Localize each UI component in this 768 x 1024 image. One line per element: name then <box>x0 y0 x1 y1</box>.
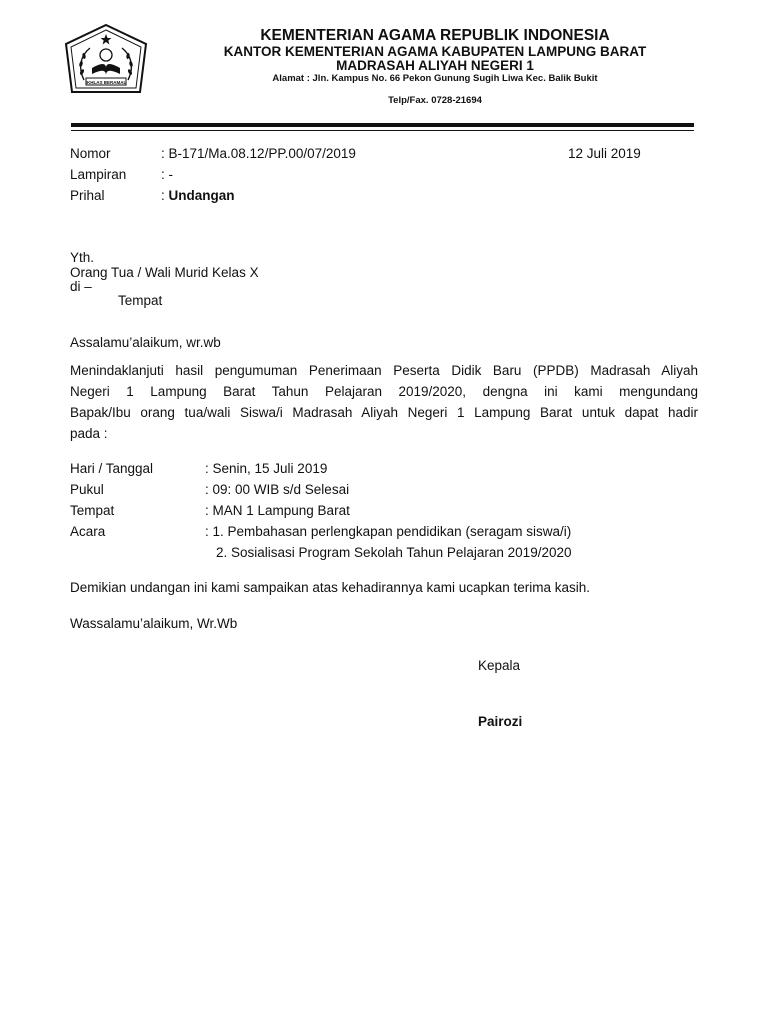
prihal-label: Prihal <box>70 188 105 203</box>
prihal-value: Undangan <box>168 188 235 203</box>
hari-label: Hari / Tanggal <box>70 461 154 476</box>
letterhead-address: Alamat : Jln. Kampus No. 66 Pekon Gunung Sugih Liwa Kec. Balik Bukit <box>272 73 598 84</box>
recipient-yth: Yth. <box>70 250 95 265</box>
tempat-value: : MAN 1 Lampung Barat <box>205 503 350 518</box>
tempat-label: Tempat <box>70 503 115 518</box>
pukul-label: Pukul <box>70 482 104 497</box>
prihal-colon: : <box>161 188 165 203</box>
pukul-value: : 09: 00 WIB s/d Selesai <box>205 482 350 497</box>
acara-label: Acara <box>70 524 106 539</box>
body-line: Menindaklanjuti hasil pengumuman Penerimaan Peserta Didik Baru (PPDB) Madrasah Aliyah <box>70 363 698 378</box>
lampiran-label: Lampiran <box>70 167 127 182</box>
prihal-row <box>161 188 235 204</box>
logo-motto: IKHLAS BERAMAL <box>85 79 127 85</box>
signature-name: Pairozi <box>478 714 523 729</box>
recipient-tempat: Tempat <box>118 293 163 308</box>
lampiran-value: : - <box>161 167 173 182</box>
ministry-logo-icon <box>60 22 152 104</box>
greeting: Assalamu’alaikum, wr.wb <box>70 335 221 350</box>
letterhead-divider-thin <box>71 130 694 131</box>
hari-value: : Senin, 15 Juli 2019 <box>205 461 328 476</box>
acara-item-2: 2. Sosialisasi Program Sekolah Tahun Pelajaran 2019/2020 <box>216 545 572 560</box>
letterhead-school: MADRASAH ALIYAH NEGERI 1 <box>336 58 534 73</box>
signature-title: Kepala <box>478 658 521 673</box>
nomor-label: Nomor <box>70 146 111 161</box>
body-line: pada : <box>70 426 108 441</box>
letterhead-divider-thick <box>71 123 694 127</box>
recipient-di: di – <box>70 279 92 294</box>
recipient-name: Orang Tua / Wali Murid Kelas X <box>70 265 259 280</box>
letter-date: 12 Juli 2019 <box>568 146 641 161</box>
letterhead-phone: Telp/Fax. 0728-21694 <box>388 95 482 106</box>
letterhead-ministry: KEMENTERIAN AGAMA REPUBLIK INDONESIA <box>260 27 610 44</box>
farewell: Wassalamu’alaikum, Wr.Wb <box>70 616 238 631</box>
nomor-value: : B-171/Ma.08.12/PP.00/07/2019 <box>161 146 356 161</box>
letterhead-office: KANTOR KEMENTERIAN AGAMA KABUPATEN LAMPUNG BARAT <box>223 44 647 59</box>
acara-item-1: : 1. Pembahasan perlengkapan pendidikan (seragam siswa/i) <box>205 524 572 539</box>
body-line: Negeri 1 Lampung Barat Tahun Pelajaran 2019/2020, dengna ini kami mengundang <box>70 384 698 399</box>
body-line: Bapak/Ibu orang tua/wali Siswa/i Madrasah Aliyah Negeri 1 Lampung Barat untuk dapat hadir <box>70 405 698 420</box>
closing-sentence: Demikian undangan ini kami sampaikan atas kehadirannya kami ucapkan terima kasih. <box>70 580 591 595</box>
